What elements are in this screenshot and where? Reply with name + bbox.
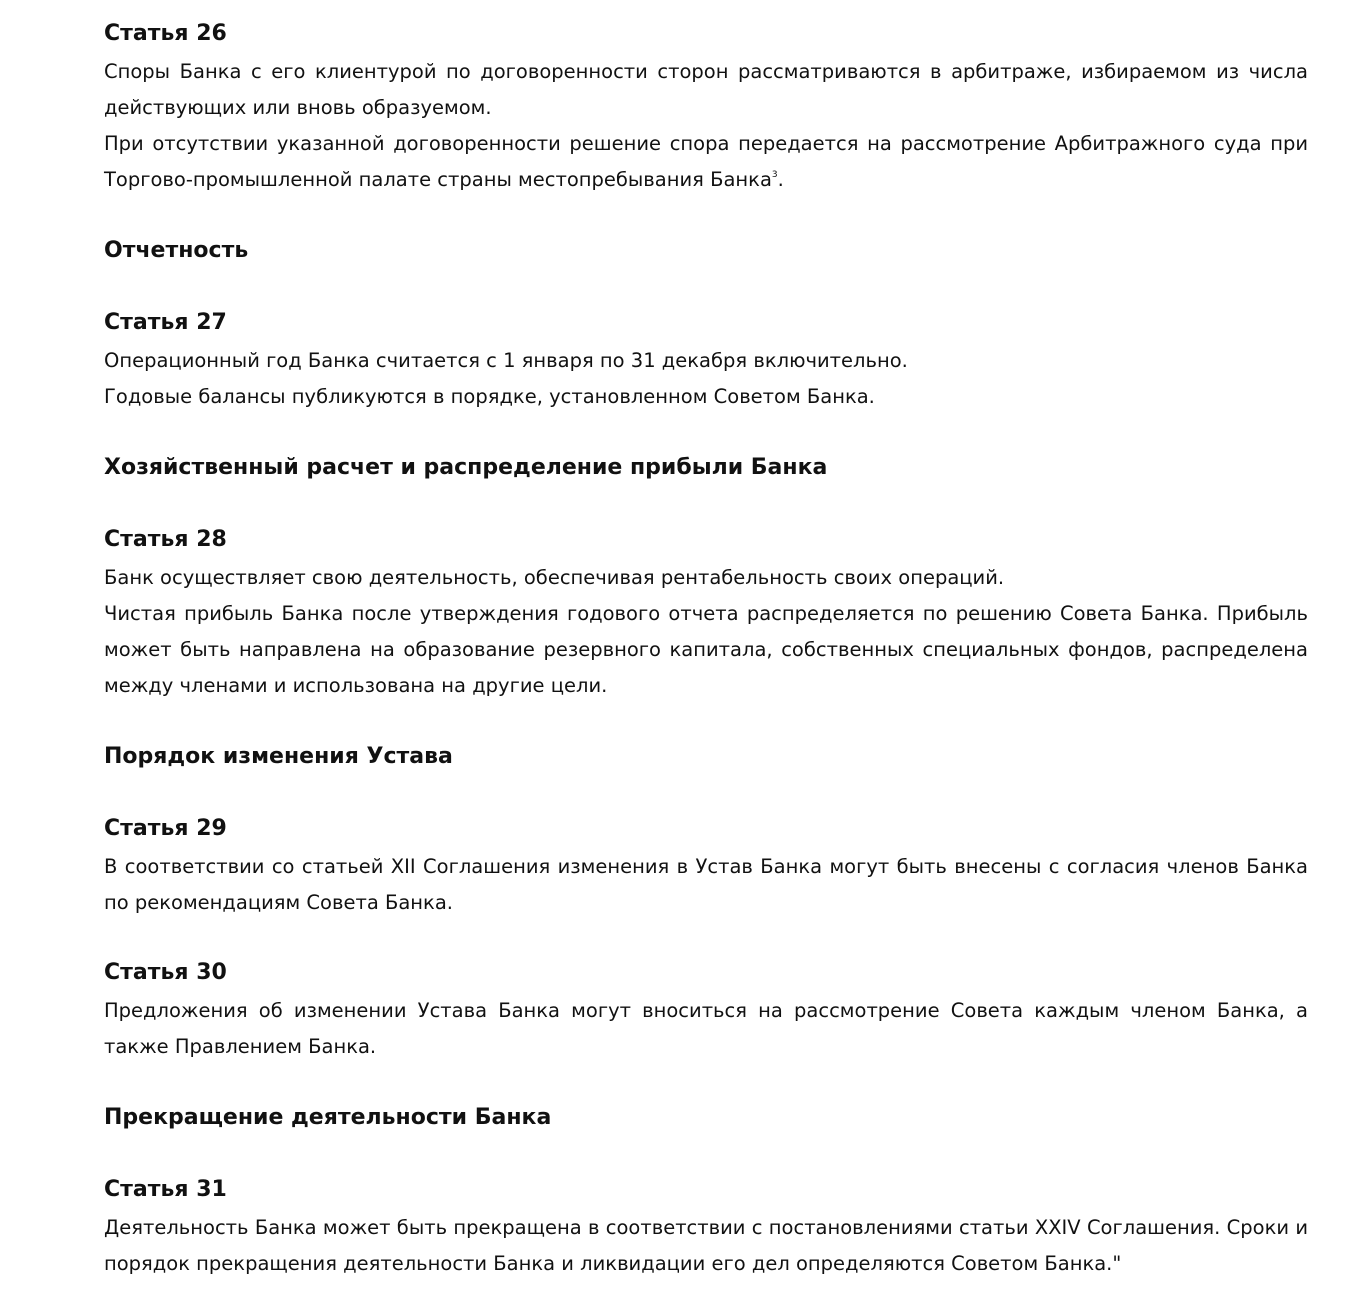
article-31-title: Статья 31 — [104, 1177, 227, 1202]
article-27-title: Статья 27 — [104, 310, 227, 335]
article-26-paragraph-1: Споры Банка с его клиентурой по договоренности сторон рассматриваются в арбитраже, избираемом из числа действующих или вновь образуемом. — [104, 60, 1308, 119]
article-28-paragraph-1: Банк осуществляет свою деятельность, обеспечивая рентабельность своих операций. — [104, 566, 1005, 589]
article-26-paragraph-2-end: . — [777, 168, 784, 191]
section-heading-reporting: Отчетность — [104, 238, 249, 263]
section-heading-accounting: Хозяйственный расчет и распределение прибыли Банка — [104, 455, 828, 480]
section-heading-amendment: Порядок изменения Устава — [104, 744, 453, 769]
article-29-title: Статья 29 — [104, 816, 227, 841]
article-28-title: Статья 28 — [104, 527, 227, 552]
article-30-title: Статья 30 — [104, 960, 227, 985]
article-27-paragraph-2: Годовые балансы публикуются в порядке, установленном Советом Банка. — [104, 385, 875, 408]
article-29-paragraph-1: В соответствии со статьей XII Соглашения изменения в Устав Банка могут быть внесены с согласия членов Банка по рекомендациям Совета Банка. — [104, 855, 1308, 914]
section-heading-termination: Прекращение деятельности Банка — [104, 1105, 552, 1130]
article-31-paragraph-1: Деятельность Банка может быть прекращена в соответствии с постановлениями статьи XXIV Соглашения. Сроки и порядок прекращения деятельности Банка и ликвидации его дел определяются Советом Банка." — [104, 1216, 1308, 1275]
article-30-paragraph-1: Предложения об изменении Устава Банка могут вноситься на рассмотрение Совета каждым членом Банка, а также Правлением Банка. — [104, 999, 1308, 1058]
footnote-marker: 3 — [771, 169, 778, 180]
article-26-paragraph-2 — [104, 126, 1308, 198]
article-26-paragraph-2-text: При отсутствии указанной договоренности решение спора передается на рассмотрение Арбитражного суда при Торгово-промышленной палате страны местопребывания Банка — [104, 132, 1308, 191]
article-27-paragraph-1: Операционный год Банка считается с 1 января по 31 декабря включительно. — [104, 349, 908, 372]
article-28-paragraph-2: Чистая прибыль Банка после утверждения годового отчета распределяется по решению Совета Банка. Прибыль может быть направлена на образование резервного капитала, собственных специальных фондов, распределена между членами и использована на другие цели. — [104, 602, 1308, 697]
article-26-title: Статья 26 — [104, 21, 227, 46]
